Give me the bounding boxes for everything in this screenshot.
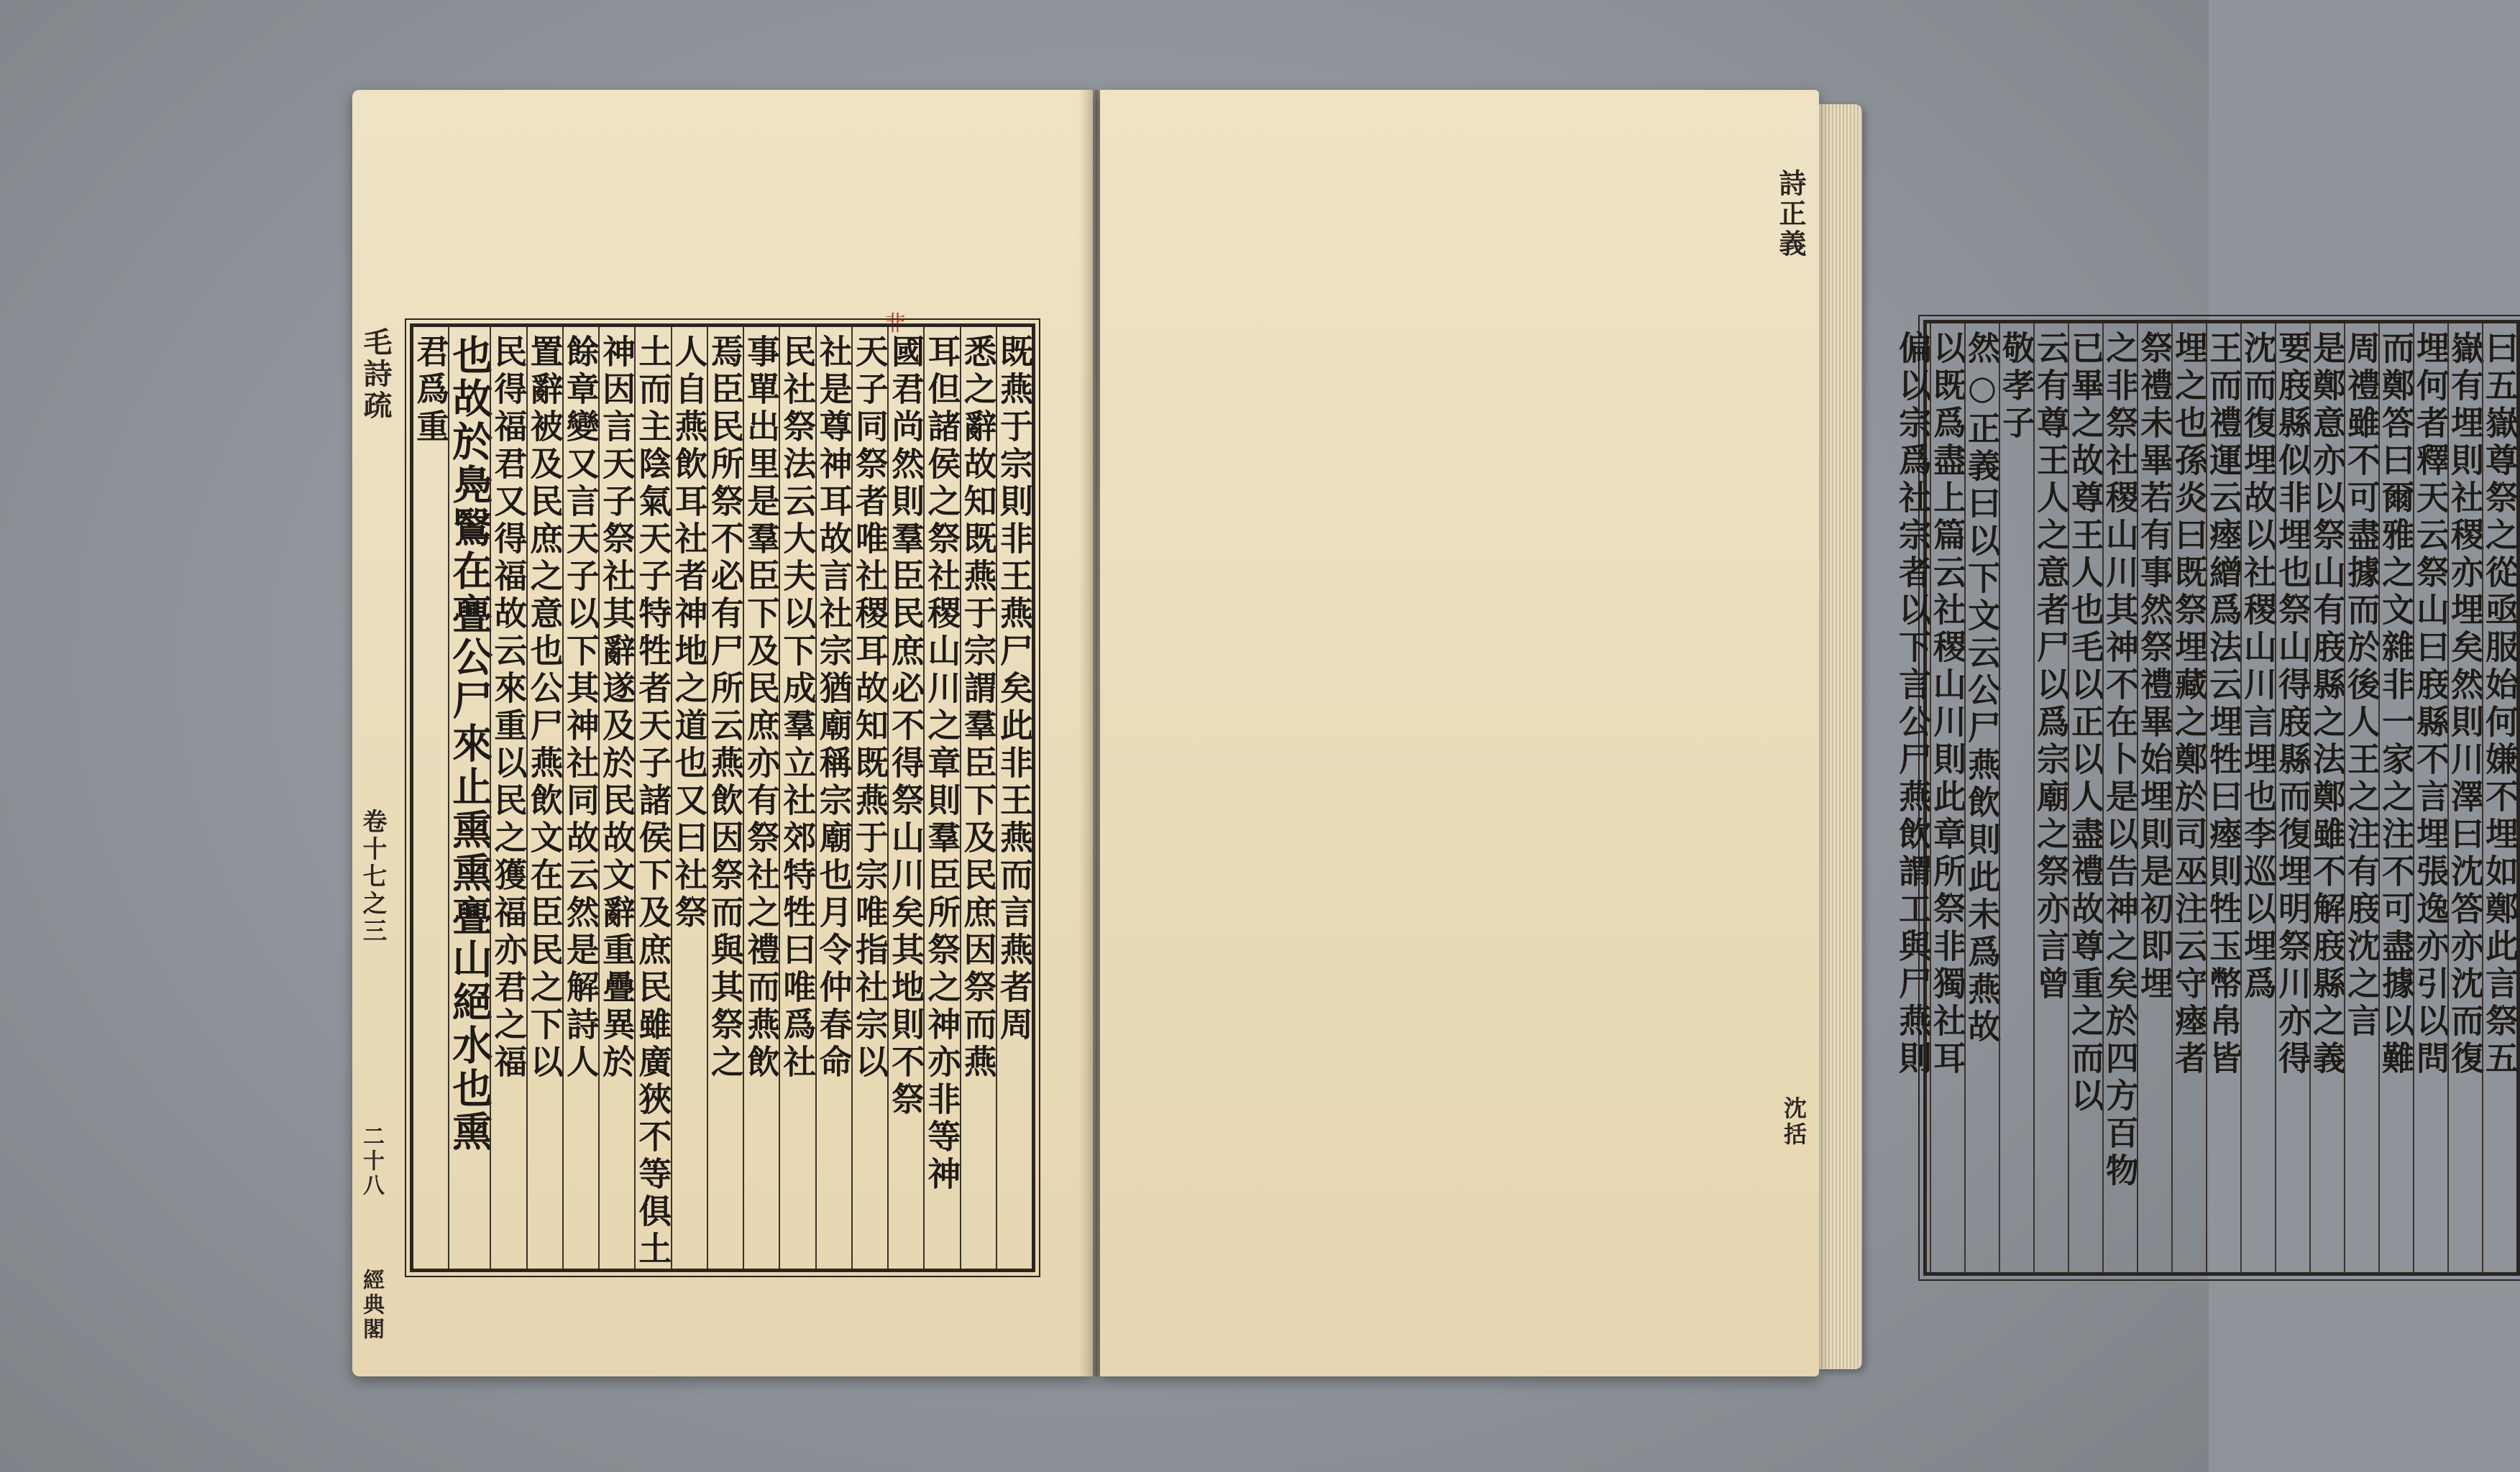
- column-text: 耳但諸侯之祭社稷山川之章則羣臣所祭之神亦非等神: [922, 334, 962, 1194]
- left-margin-volume: 卷十七之三: [358, 809, 387, 945]
- column-text: 曰五嶽尊祭之從亟服始何嫌不埋如鄭此言祭五: [2480, 331, 2519, 1078]
- column-text: 之非祭社稷山川其神不在卜是以告神之矣於四方百物: [2101, 331, 2140, 1190]
- column-text: 埋何者釋天云祭山曰庪縣不言埋張逸亦引以問: [2411, 331, 2450, 1078]
- column-text: 敬孝子: [1997, 331, 2036, 443]
- column-text: 天子同祭者唯社稷耳故知既燕于宗唯指社宗以: [850, 334, 889, 1082]
- text-column: [815, 327, 851, 1269]
- column-text: 悉之辭故知既燕于宗謂羣臣下及民庶因祭而燕: [958, 334, 998, 1082]
- text-column: [633, 327, 673, 1269]
- open-book: [352, 90, 2519, 1384]
- column-text: 而鄭答曰爾雅之文雜非一家之注不可盡據以難: [2377, 331, 2416, 1078]
- column-text: 云有尊王人之意者尸以爲宗廟之祭亦言曾: [2032, 331, 2071, 1003]
- left-page: [352, 90, 1093, 1376]
- column-text: 也故於: [446, 334, 494, 464]
- column-text: 社是尊神耳故言社宗猶廟稱宗廟也月令仲春命: [814, 334, 853, 1082]
- text-column: [2170, 323, 2209, 1272]
- column-text: 君爲重: [411, 334, 451, 446]
- text-column: [597, 327, 637, 1269]
- right-margin-title: 詩正義: [1774, 169, 1807, 259]
- poem-commentary: 亹山絕水也熏: [446, 895, 494, 1154]
- text-column: [2032, 323, 2071, 1272]
- text-column: [1894, 323, 1933, 1272]
- text-column: [886, 327, 926, 1269]
- text-column: [2239, 323, 2278, 1272]
- text-column: [742, 327, 782, 1269]
- column-text: 置辭被及民庶之意也公尸燕飲文在臣民之下以: [525, 334, 564, 1082]
- column-text: 埋之也孫炎曰既祭埋藏之鄭於司巫注云守瘞者: [2170, 331, 2209, 1078]
- column-text: 然○正義曰以下文云公尸燕飲則此未爲燕故: [1963, 331, 2002, 1046]
- column-text: 周禮雖不可盡據而於後人王之注有庪沈之言: [2342, 331, 2381, 1041]
- column-text: 沈而復埋故以社稷山川言埋也李巡以埋爲: [2239, 331, 2278, 1003]
- text-column: [707, 327, 743, 1269]
- right-page: [1100, 90, 2519, 1376]
- column-text: 民得福君又得福故云來重以民之獲福亦君之福: [489, 334, 528, 1082]
- text-column: [2480, 323, 2519, 1272]
- text-column: [2066, 323, 2105, 1272]
- column-text: 神因言天子祭社其辭遂及於民故文辭重疊異於: [597, 334, 637, 1082]
- left-margin-folio: 二十八: [359, 1125, 384, 1198]
- column-text: 既燕于宗則非王燕尸矣此非王燕而言燕者周: [994, 334, 1034, 1044]
- left-text-frame: [410, 323, 1035, 1272]
- column-text: 偏以宗爲社宗者以下言公尸燕飲謂工與尸燕則: [1894, 331, 1933, 1078]
- poem-line: 鳧鷖在亹公尸來止熏熏: [446, 464, 494, 895]
- column-text: 人自燕飲耳社者神地之道也又曰社祭: [669, 334, 709, 932]
- column-text: 嶽有埋則社稷亦埋矣然則川澤曰沈答亦沈而復: [2446, 331, 2485, 1078]
- text-column: [671, 327, 707, 1269]
- text-column: [2101, 323, 2140, 1272]
- text-column: [2342, 323, 2381, 1272]
- left-margin-title: 毛詩疏: [359, 327, 393, 422]
- right-columns: [1894, 323, 2519, 1272]
- left-columns: [413, 327, 1032, 1269]
- text-column: [922, 327, 962, 1269]
- text-column: [2411, 323, 2450, 1272]
- page-edge-stack: [1819, 104, 1862, 1369]
- text-column: [1928, 323, 1967, 1272]
- column-text: 要庪縣似非埋也祭山得庪縣而復埋明祭川亦得: [2273, 331, 2312, 1078]
- text-column: [1963, 323, 2002, 1272]
- text-column: [996, 327, 1032, 1269]
- text-column: [2273, 323, 2312, 1272]
- text-column: [779, 327, 815, 1269]
- column-text: 以既爲盡上篇云社稷山川則此章所祭非獨社耳: [1928, 331, 1967, 1078]
- text-column: [526, 327, 562, 1269]
- text-column: [960, 327, 996, 1269]
- right-margin-footer: 沈括: [1780, 1096, 1807, 1148]
- text-column: [2446, 323, 2485, 1272]
- column-text: 王而禮運云瘞繒爲法云埋牲曰瘞則牲玉幣帛皆: [2204, 331, 2243, 1078]
- text-column: [446, 327, 494, 1269]
- column-text: 土而主陰氣天子特牲者天子諸侯下及庶民雖廣狹不等俱土: [633, 334, 673, 1269]
- text-column: [490, 327, 526, 1269]
- text-column: [851, 327, 887, 1269]
- text-column: [1997, 323, 2036, 1272]
- text-column: [2135, 323, 2174, 1272]
- column-text: 餘章變又言天子以下其神社同故云然是解詩人: [561, 334, 600, 1082]
- text-column: [2308, 323, 2347, 1272]
- right-text-frame: [1894, 320, 2520, 1276]
- column-text: 民社祭法云大夫以下成羣立社郊特牲曰唯爲社: [778, 334, 817, 1082]
- column-text: 祭禮未畢若有事然祭禮畢始埋則是初即埋: [2135, 331, 2174, 1003]
- text-column: [411, 327, 451, 1269]
- left-margin-footer: 經典閣: [359, 1269, 384, 1342]
- column-text: 事單出里是羣臣下及民庶亦有祭社之禮而燕飲: [742, 334, 782, 1082]
- column-text: 焉臣民所祭不必有尸所云燕飲因祭而與其祭之: [705, 334, 745, 1082]
- red-annotation-mark: 非: [884, 311, 906, 336]
- column-text: 已畢之故尊王人也毛以正以人盡禮故尊重之而以: [2066, 331, 2105, 1116]
- text-column: [562, 327, 598, 1269]
- column-text: 是鄭意亦以祭山有庪縣之法鄭雖不解庪縣之義: [2308, 331, 2347, 1078]
- text-column: [2204, 323, 2243, 1272]
- text-column: [2377, 323, 2416, 1272]
- column-text: 國君尚然則羣臣民庶必不得祭山川矣其地則不祭: [886, 334, 926, 1119]
